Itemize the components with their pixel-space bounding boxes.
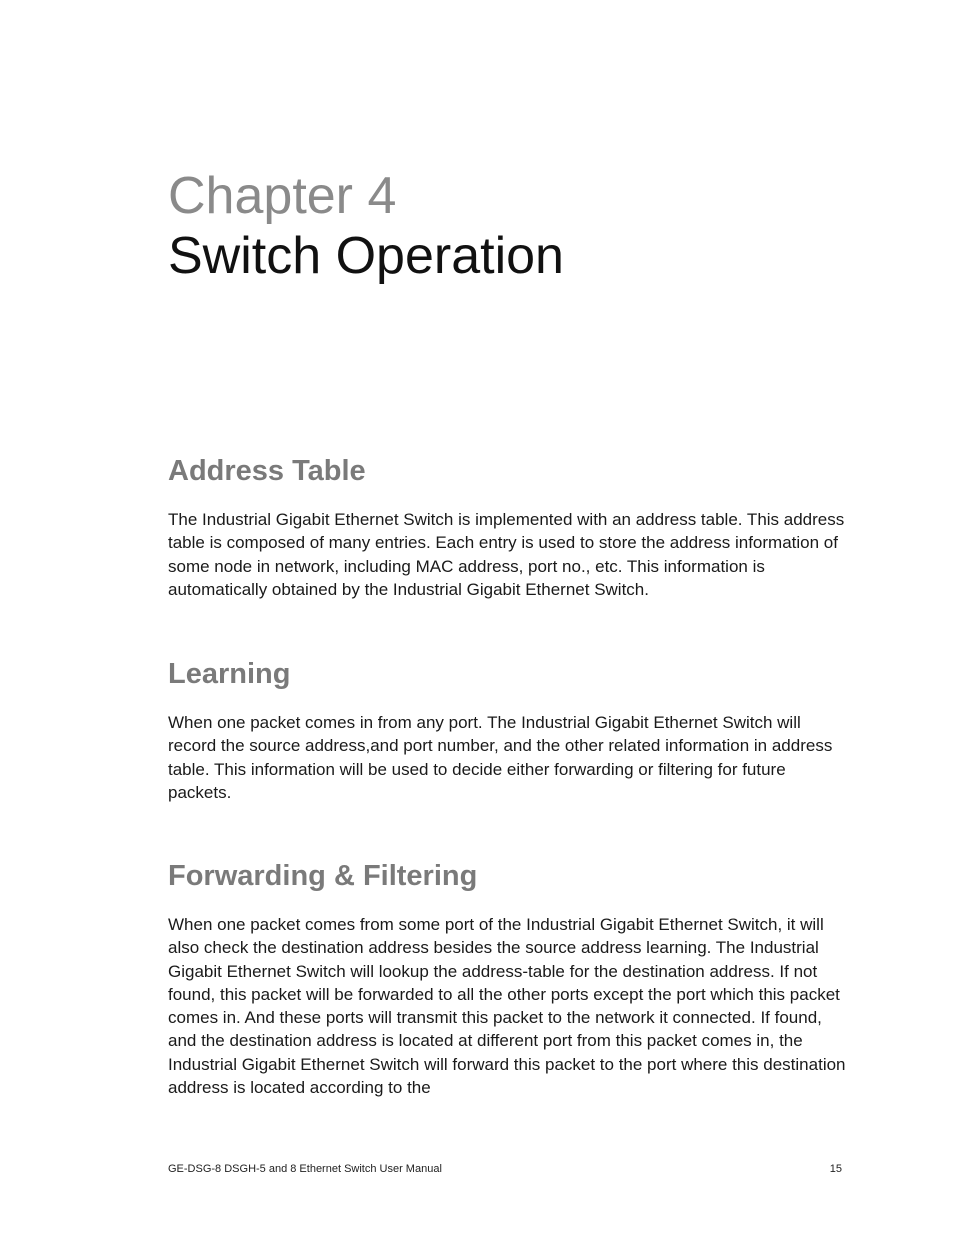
chapter-header — [168, 166, 848, 286]
chapter-number: Chapter 4 — [168, 167, 397, 225]
section-body: The Industrial Gigabit Ethernet Switch is implemented with an address table. This address table is composed of many entries. Each entry is used to store the address information of some node in network, including MAC address, port no., etc. This information is automatically obtained by the Industrial Gigabit Ethernet Switch. — [168, 510, 845, 599]
section-body: When one packet comes in from any port. The Industrial Gigabit Ethernet Switch will record the source address,and port number, and the other related information in address table. This information will be used to decide either forwarding or filtering for future packets. — [168, 713, 833, 802]
section-heading: Address Table — [168, 455, 366, 487]
section-heading: Forwarding & Filtering — [168, 860, 478, 892]
section-learning — [168, 657, 848, 804]
section-address-table — [168, 454, 848, 601]
chapter-title: Switch Operation — [168, 227, 564, 285]
section-body: When one packet comes from some port of the Industrial Gigabit Ethernet Switch, it will also check the destination address besides the source address learning. The Industrial Gigabit Ethernet Switch will lookup the address-table for the destination address. If not found, this packet will be forwarded to all the other ports except the port which this packet comes in. And these ports will transmit this packet to the network it connected. If found, and the destination address is located at different port from this packet comes in, the Industrial Gigabit Ethernet Switch will forward this packet to the port where this destination address is located according to the — [168, 915, 846, 1098]
footer-manual-title: GE-DSG-8 DSGH-5 and 8 Ethernet Switch User Manual — [168, 1163, 442, 1175]
section-heading: Learning — [168, 658, 291, 690]
page-footer — [168, 1163, 842, 1175]
section-forwarding-filtering — [168, 859, 848, 1099]
page-number: 15 — [829, 1163, 842, 1175]
